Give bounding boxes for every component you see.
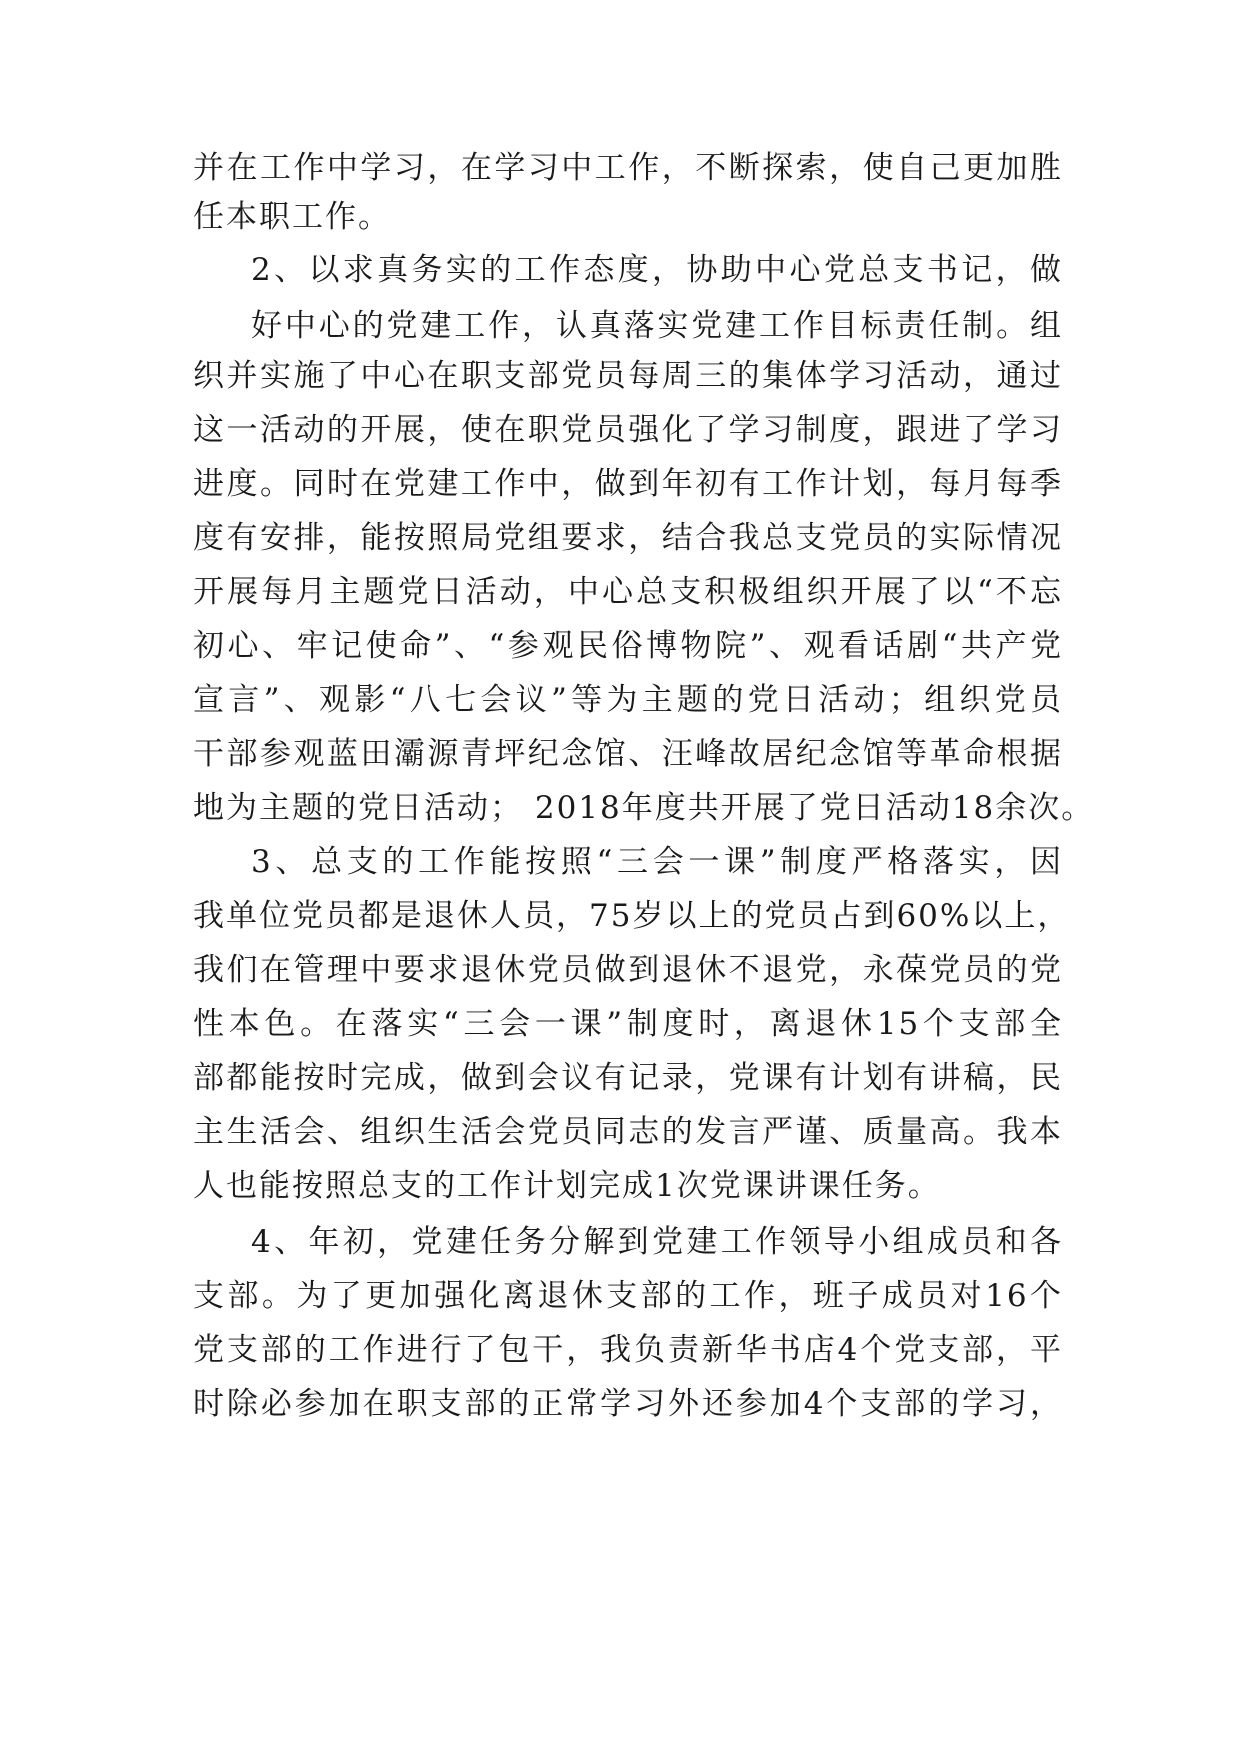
paragraph-line: 度有安排，能按照局党组要求，结合我总支党员的实际情况 (193, 520, 1063, 556)
paragraph-line: 部都能按时完成，做到会议有记录，党课有计划有讲稿，民 (193, 1060, 1063, 1096)
paragraph-line: 主生活会、组织生活会党员同志的发言严谨、质量高。我本 (193, 1114, 1063, 1150)
paragraph-line: 任本职工作。 (193, 199, 391, 235)
paragraph-line: 4、年初，党建任务分解到党建工作领导小组成员和各 (251, 1224, 1063, 1260)
paragraph-line: 性本色。在落实“三会一课”制度时，离退休15个支部全 (193, 1006, 1063, 1042)
paragraph-line: 并在工作中学习，在学习中工作，不断探索，使自己更加胜 (193, 150, 1063, 186)
paragraph-line: 初心、牢记使命”、“参观民俗博物院”、观看话剧“共产党 (193, 628, 1063, 664)
paragraph-line: 地为主题的党日活动； 2018年度共开展了党日活动18余次。 (193, 790, 1095, 826)
paragraph-line: 人也能按照总支的工作计划完成1次党课讲课任务。 (193, 1168, 941, 1204)
paragraph-line: 进度。同时在党建工作中，做到年初有工作计划，每月每季 (193, 466, 1063, 502)
paragraph-line: 我们在管理中要求退休党员做到退休不退党，永葆党员的党 (193, 952, 1063, 988)
paragraph-line: 织并实施了中心在职支部党员每周三的集体学习活动，通过 (193, 358, 1063, 394)
paragraph-line: 好中心的党建工作，认真落实党建工作目标责任制。组 (251, 308, 1063, 344)
paragraph-line: 时除必参加在职支部的正常学习外还参加4个支部的学习， (193, 1386, 1063, 1422)
paragraph-line: 我单位党员都是退休人员，75岁以上的党员占到60%以上， (193, 898, 1071, 934)
paragraph-line: 开展每月主题党日活动，中心总支积极组织开展了以“不忘 (193, 574, 1063, 610)
paragraph-line: 2、以求真务实的工作态度，协助中心党总支书记，做 (251, 252, 1063, 288)
paragraph-line: 宣言”、观影“八七会议”等为主题的党日活动；组织党员 (193, 682, 1063, 718)
paragraph-line: 3、总支的工作能按照“三会一课”制度严格落实，因 (251, 844, 1063, 880)
paragraph-line: 支部。为了更加强化离退休支部的工作，班子成员对16个 (193, 1278, 1063, 1314)
paragraph-line: 这一活动的开展，使在职党员强化了学习制度，跟进了学习 (193, 412, 1063, 448)
paragraph-line: 干部参观蓝田灞源青坪纪念馆、汪峰故居纪念馆等革命根据 (193, 736, 1063, 772)
paragraph-line: 党支部的工作进行了包干，我负责新华书店4个党支部，平 (193, 1332, 1063, 1368)
